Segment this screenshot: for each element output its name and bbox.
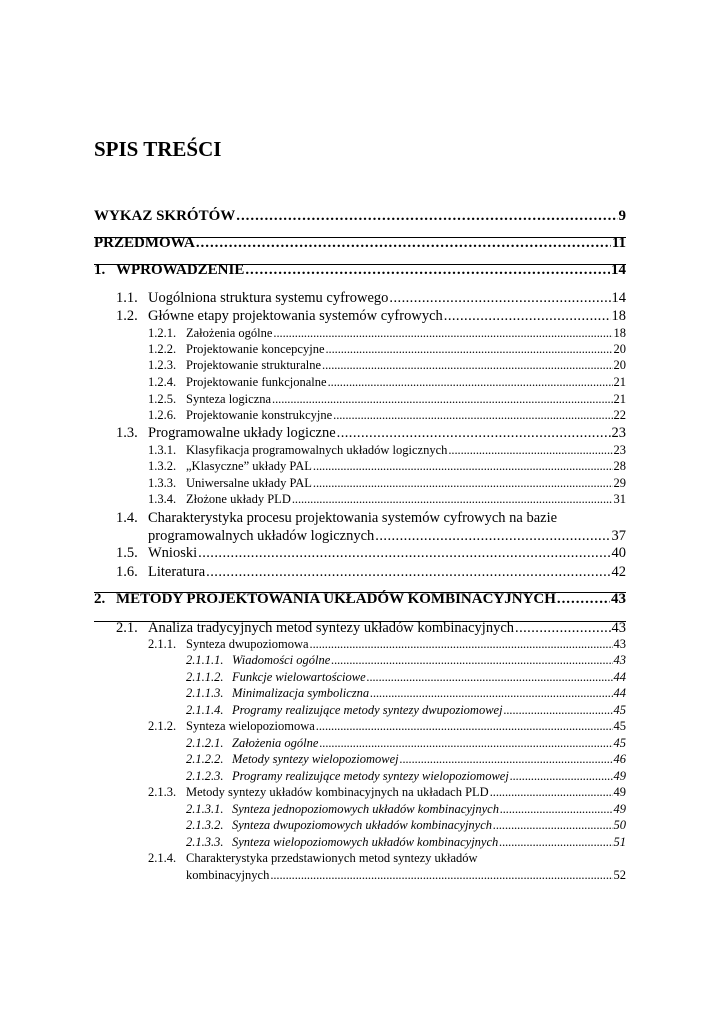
toc-entry-title: Metody syntezy układów kombinacyjnych na układach PLD [186,785,489,799]
toc-entry-1-6-literatura[interactable] [116,564,626,581]
toc-entry-1-4-programowalnych-ukladow-logicznych[interactable] [148,528,626,545]
toc-entry-title: Synteza jednopoziomowych układów kombinacyjnych [232,802,499,816]
toc-entry-2-1-3-2-synteza-dwupoziomowych-ukladow-k[interactable] [186,818,626,833]
toc-entry-number: 2.1. [116,620,138,636]
toc-entry-title: Uogólniona struktura systemu cyfrowego [148,290,389,306]
toc-entry-2-1-2-synteza-wielopoziomowa[interactable] [148,719,626,734]
toc-entry-1-3-4-zlozone-uklady-pld[interactable] [148,492,626,507]
toc-entry-page-number: 45 [613,703,626,717]
toc-entry-page-number: 45 [613,719,626,733]
toc-entry-title: Synteza wielopoziomowych układów kombinacyjnych [232,835,499,849]
toc-entry-number: 1.2.1. [148,326,177,340]
toc-entry-number: 1.3.1. [148,443,177,457]
toc-entry-page-number: 49 [613,769,626,783]
toc-entry-number: 1.2. [116,308,138,324]
toc-entry-page-number: 28 [613,459,626,473]
toc-entry-page-number: 14 [611,290,626,306]
dot-leader [273,326,612,341]
toc-entry-title: Projektowanie koncepcyjne [186,342,325,356]
toc-entry-title: Synteza dwupoziomowych układów kombinacyjnych [232,818,493,832]
dot-leader [292,492,613,507]
toc-entry-wykaz-skrotow[interactable] [94,208,626,225]
toc-entry-page-number: 45 [613,736,626,750]
toc-entry-number: 2.1.4. [148,851,177,865]
toc-entry-page-number: 43 [613,637,626,651]
toc-entry-title: Synteza dwupoziomowa [186,637,309,651]
toc-entry-page-number: 49 [613,785,626,799]
toc-entry-number: 2.1.3. [148,785,177,799]
dot-leader [313,476,613,491]
dot-leader [515,620,610,637]
toc-entry-number: 1.3.4. [148,492,177,506]
toc-entry-2-1-3-1-synteza-jednopoziomowych-ukladow[interactable] [186,802,626,817]
dot-leader [493,818,612,833]
dot-leader [245,262,610,279]
toc-entry-title: Minimalizacja symboliczna [232,686,370,700]
toc-entry-title: Programy realizujące metody syntezy wielopoziomowej [232,769,509,783]
dot-leader [504,703,613,718]
dot-leader [499,835,612,850]
dot-leader [367,670,613,685]
toc-entry-page-number: 44 [613,686,626,700]
toc-entry-number: 1.2.2. [148,342,177,356]
toc-entry-title: Projektowanie strukturalne [186,358,322,372]
dot-leader [319,736,612,751]
toc-entry-title: Wiadomości ogólne [232,653,331,667]
toc-entry-page-number: 21 [613,392,626,406]
toc-entry-2-1-1-3-minimalizacja-symboliczna[interactable] [186,686,626,701]
toc-entry-number: 2.1.1.4. [186,703,224,717]
toc-entry-number: 1.3. [116,425,138,441]
page-title: SPIS TREŚCI [94,137,222,161]
toc-entry-number: 1.3.2. [148,459,177,473]
toc-entry-title: Synteza logiczna [186,392,272,406]
toc-entry-2-1-analiza-tradycyjnych-metod-syntezy-u[interactable] [116,620,626,637]
toc-entry-page-number: 9 [618,208,626,224]
toc-entry-title: PRZEDMOWA [94,235,195,251]
dot-leader [270,868,612,883]
toc-entry-1-3-1-klasyfikacja-programowalnych-uklad[interactable] [148,443,626,458]
toc-entry-number: 1.6. [116,564,138,580]
toc-entry-page-number: 20 [613,358,626,372]
toc-entry-title: Funkcje wielowartościowe [232,670,366,684]
toc-entry-2-1-1-4-programy-realizujace-metody-synt[interactable] [186,703,626,718]
toc-entry-2-1-1-1-wiadomosci-ogolne[interactable] [186,653,626,668]
toc-entry-number: 1.2.6. [148,408,177,422]
toc-entry-number: 1.3.3. [148,476,177,490]
dot-leader [375,528,610,545]
toc-entry-2-metody-projektowania-ukladow-kombinacy[interactable] [94,591,626,608]
toc-entry-number: 2.1.3.2. [186,818,224,832]
dot-leader [500,802,613,817]
toc-entry-page-number: 43 [613,653,626,667]
dot-leader [316,719,613,734]
dot-leader [206,564,610,581]
toc-entry-number: 2.1.3.3. [186,835,224,849]
dot-leader [370,686,612,701]
toc-entry-title: programowalnych układów logicznych [148,528,375,544]
toc-entry-number: 2.1.2.1. [186,736,224,750]
toc-entry-page-number: 20 [613,342,626,356]
toc-entry-number: 1.2.5. [148,392,177,406]
dot-leader [326,342,613,357]
toc-entry-1-2-4-projektowanie-funkcjonalne[interactable] [148,375,626,390]
toc-entry-1-2-6-projektowanie-konstrukcyjne[interactable] [148,408,626,423]
dot-leader [333,408,612,423]
toc-entry-page-number: 40 [611,545,626,561]
toc-entry-number: 2.1.1.2. [186,670,224,684]
toc-entry-number: 1.2.4. [148,375,177,389]
toc-entry-title: Programy realizujące metody syntezy dwupoziomowej [232,703,503,717]
toc-entry-page-number: 18 [613,326,626,340]
toc-entry-2-1-1-2-funkcje-wielowartosciowe[interactable] [186,670,626,685]
toc-entry-page-number: 37 [611,528,626,544]
toc-entry-1-2-5-synteza-logiczna[interactable] [148,392,626,407]
dot-leader [328,375,613,390]
dot-leader [448,443,612,458]
toc-entry-title: Uniwersalne układy PAL [186,476,312,490]
toc-entry-number: 2.1.1. [148,637,177,651]
toc-entry-page-number: 23 [611,425,626,441]
dot-leader [322,358,612,373]
toc-entry-2-1-2-3-programy-realizujace-metody-synt[interactable] [186,769,626,784]
toc-entry-1-1-uogolniona-struktura-systemu-cyfrowe[interactable] [116,290,626,307]
dot-leader [337,425,611,442]
toc-entry-title: Projektowanie funkcjonalne [186,375,327,389]
dot-leader [331,653,612,668]
toc-entry-title: WPROWADZENIE [116,262,245,278]
dot-leader [236,208,617,225]
toc-entry-number: 2.1.1.1. [186,653,224,667]
toc-entry-page-number: 11 [611,235,626,251]
toc-entry-page-number: 23 [613,443,626,457]
toc-entry-page-number: 43 [611,620,626,636]
toc-entry-1-2-glowne-etapy-projektowania-systemow-[interactable] [116,308,626,325]
toc-entry-page-number: 21 [613,375,626,389]
toc-entry-2-1-2-1-zalozenia-ogolne[interactable] [186,736,626,751]
toc-entry-title: WYKAZ SKRÓTÓW [94,208,236,224]
toc-entry-number: 2.1.1.3. [186,686,224,700]
toc-entry-page-number: 43 [611,591,626,607]
dot-leader [510,769,613,784]
toc-entry-page-number: 22 [613,408,626,422]
dot-leader [389,290,610,307]
toc-entry-title: „Klasyczne” układy PAL [186,459,312,473]
dot-leader [557,591,610,608]
toc-entry-number: 1.1. [116,290,138,306]
toc-entry-number: 2.1.2.2. [186,752,224,766]
toc-entry-1-5-wnioski[interactable] [116,545,626,562]
toc-entry-title: Główne etapy projektowania systemów cyfrowych [148,308,443,324]
toc-entry-title: kombinacyjnych [186,868,270,882]
toc-entry-1-2-3-projektowanie-strukturalne[interactable] [148,358,626,373]
toc-entry-page-number: 29 [613,476,626,490]
toc-entry-page-number: 31 [613,492,626,506]
toc-entry-1-2-2-projektowanie-koncepcyjne[interactable] [148,342,626,357]
toc-entry-2-1-1-synteza-dwupoziomowa[interactable] [148,637,626,652]
toc-entry-title: Założenia ogólne [186,326,273,340]
toc-entry-page-number: 50 [613,818,626,832]
toc-entry-title: Wnioski [148,545,198,561]
toc-entry-number: 2. [94,591,106,607]
dot-leader [400,752,613,767]
toc-entry-title: Literatura [148,564,206,580]
toc-entry-1-wprowadzenie[interactable] [94,262,626,279]
toc-entry-number: 1. [94,262,106,278]
toc-entry-1-2-1-zalozenia-ogolne[interactable] [148,326,626,341]
toc-entry-title: METODY PROJEKTOWANIA UKŁADÓW KOMBINACYJNYCH [116,591,556,607]
toc-entry-2-1-3-metody-syntezy-ukladow-kombinacyjn[interactable] [148,785,626,800]
toc-entry-page-number: 49 [613,802,626,816]
toc-entry-number: 2.1.2. [148,719,177,733]
toc-entry-2-1-2-2-metody-syntezy-wielopoziomowej[interactable] [186,752,626,767]
toc-entry-przedmowa[interactable] [94,235,626,252]
dot-leader [313,459,613,474]
toc-entry-number: 2.1.2.3. [186,769,224,783]
toc-entry-title: Programowalne układy logiczne [148,425,336,441]
toc-entry-number: 1.2.3. [148,358,177,372]
toc-entry-2-1-3-3-synteza-wielopoziomowych-ukladow[interactable] [186,835,626,850]
toc-entry-title: Metody syntezy wielopoziomowej [232,752,399,766]
toc-entry-page-number: 18 [611,308,626,324]
toc-entry-number: 1.5. [116,545,138,561]
dot-leader [196,235,611,252]
dot-leader [272,392,612,407]
toc-entry-1-3-programowalne-uklady-logiczne[interactable] [116,425,626,442]
toc-entry-title: Klasyfikacja programowalnych układów logicznych [186,443,448,457]
toc-entry-1-3-2-klasyczne-uklady-pal[interactable] [148,459,626,474]
dot-leader [444,308,611,325]
toc-entry-page-number: 14 [611,262,626,278]
toc-entry-title-line1: Charakterystyka procesu projektowania systemów cyfrowych na bazie [148,510,558,526]
toc-entry-title: Złożone układy PLD [186,492,291,506]
toc-entry-page-number: 52 [613,868,626,882]
toc-entry-number: 1.4. [116,510,138,526]
toc-entry-page-number: 46 [613,752,626,766]
toc-entry-number: 2.1.3.1. [186,802,224,816]
toc-entry-1-3-3-uniwersalne-uklady-pal[interactable] [148,476,626,491]
toc-entry-page-number: 44 [613,670,626,684]
toc-entry-title: Założenia ogólne [232,736,319,750]
toc-entry-title: Projektowanie konstrukcyjne [186,408,333,422]
dot-leader [490,785,613,800]
toc-entry-title: Analiza tradycyjnych metod syntezy układów kombinacyjnych [148,620,515,636]
toc-entry-title: Synteza wielopoziomowa [186,719,315,733]
toc-entry-page-number: 42 [611,564,626,580]
toc-entry-page-number: 51 [613,835,626,849]
dot-leader [198,545,610,562]
dot-leader [310,637,613,652]
toc-entry-2-1-4-kombinacyjnych[interactable] [186,868,626,883]
toc-entry-title-line1: Charakterystyka przedstawionych metod syntezy układów [186,851,478,865]
